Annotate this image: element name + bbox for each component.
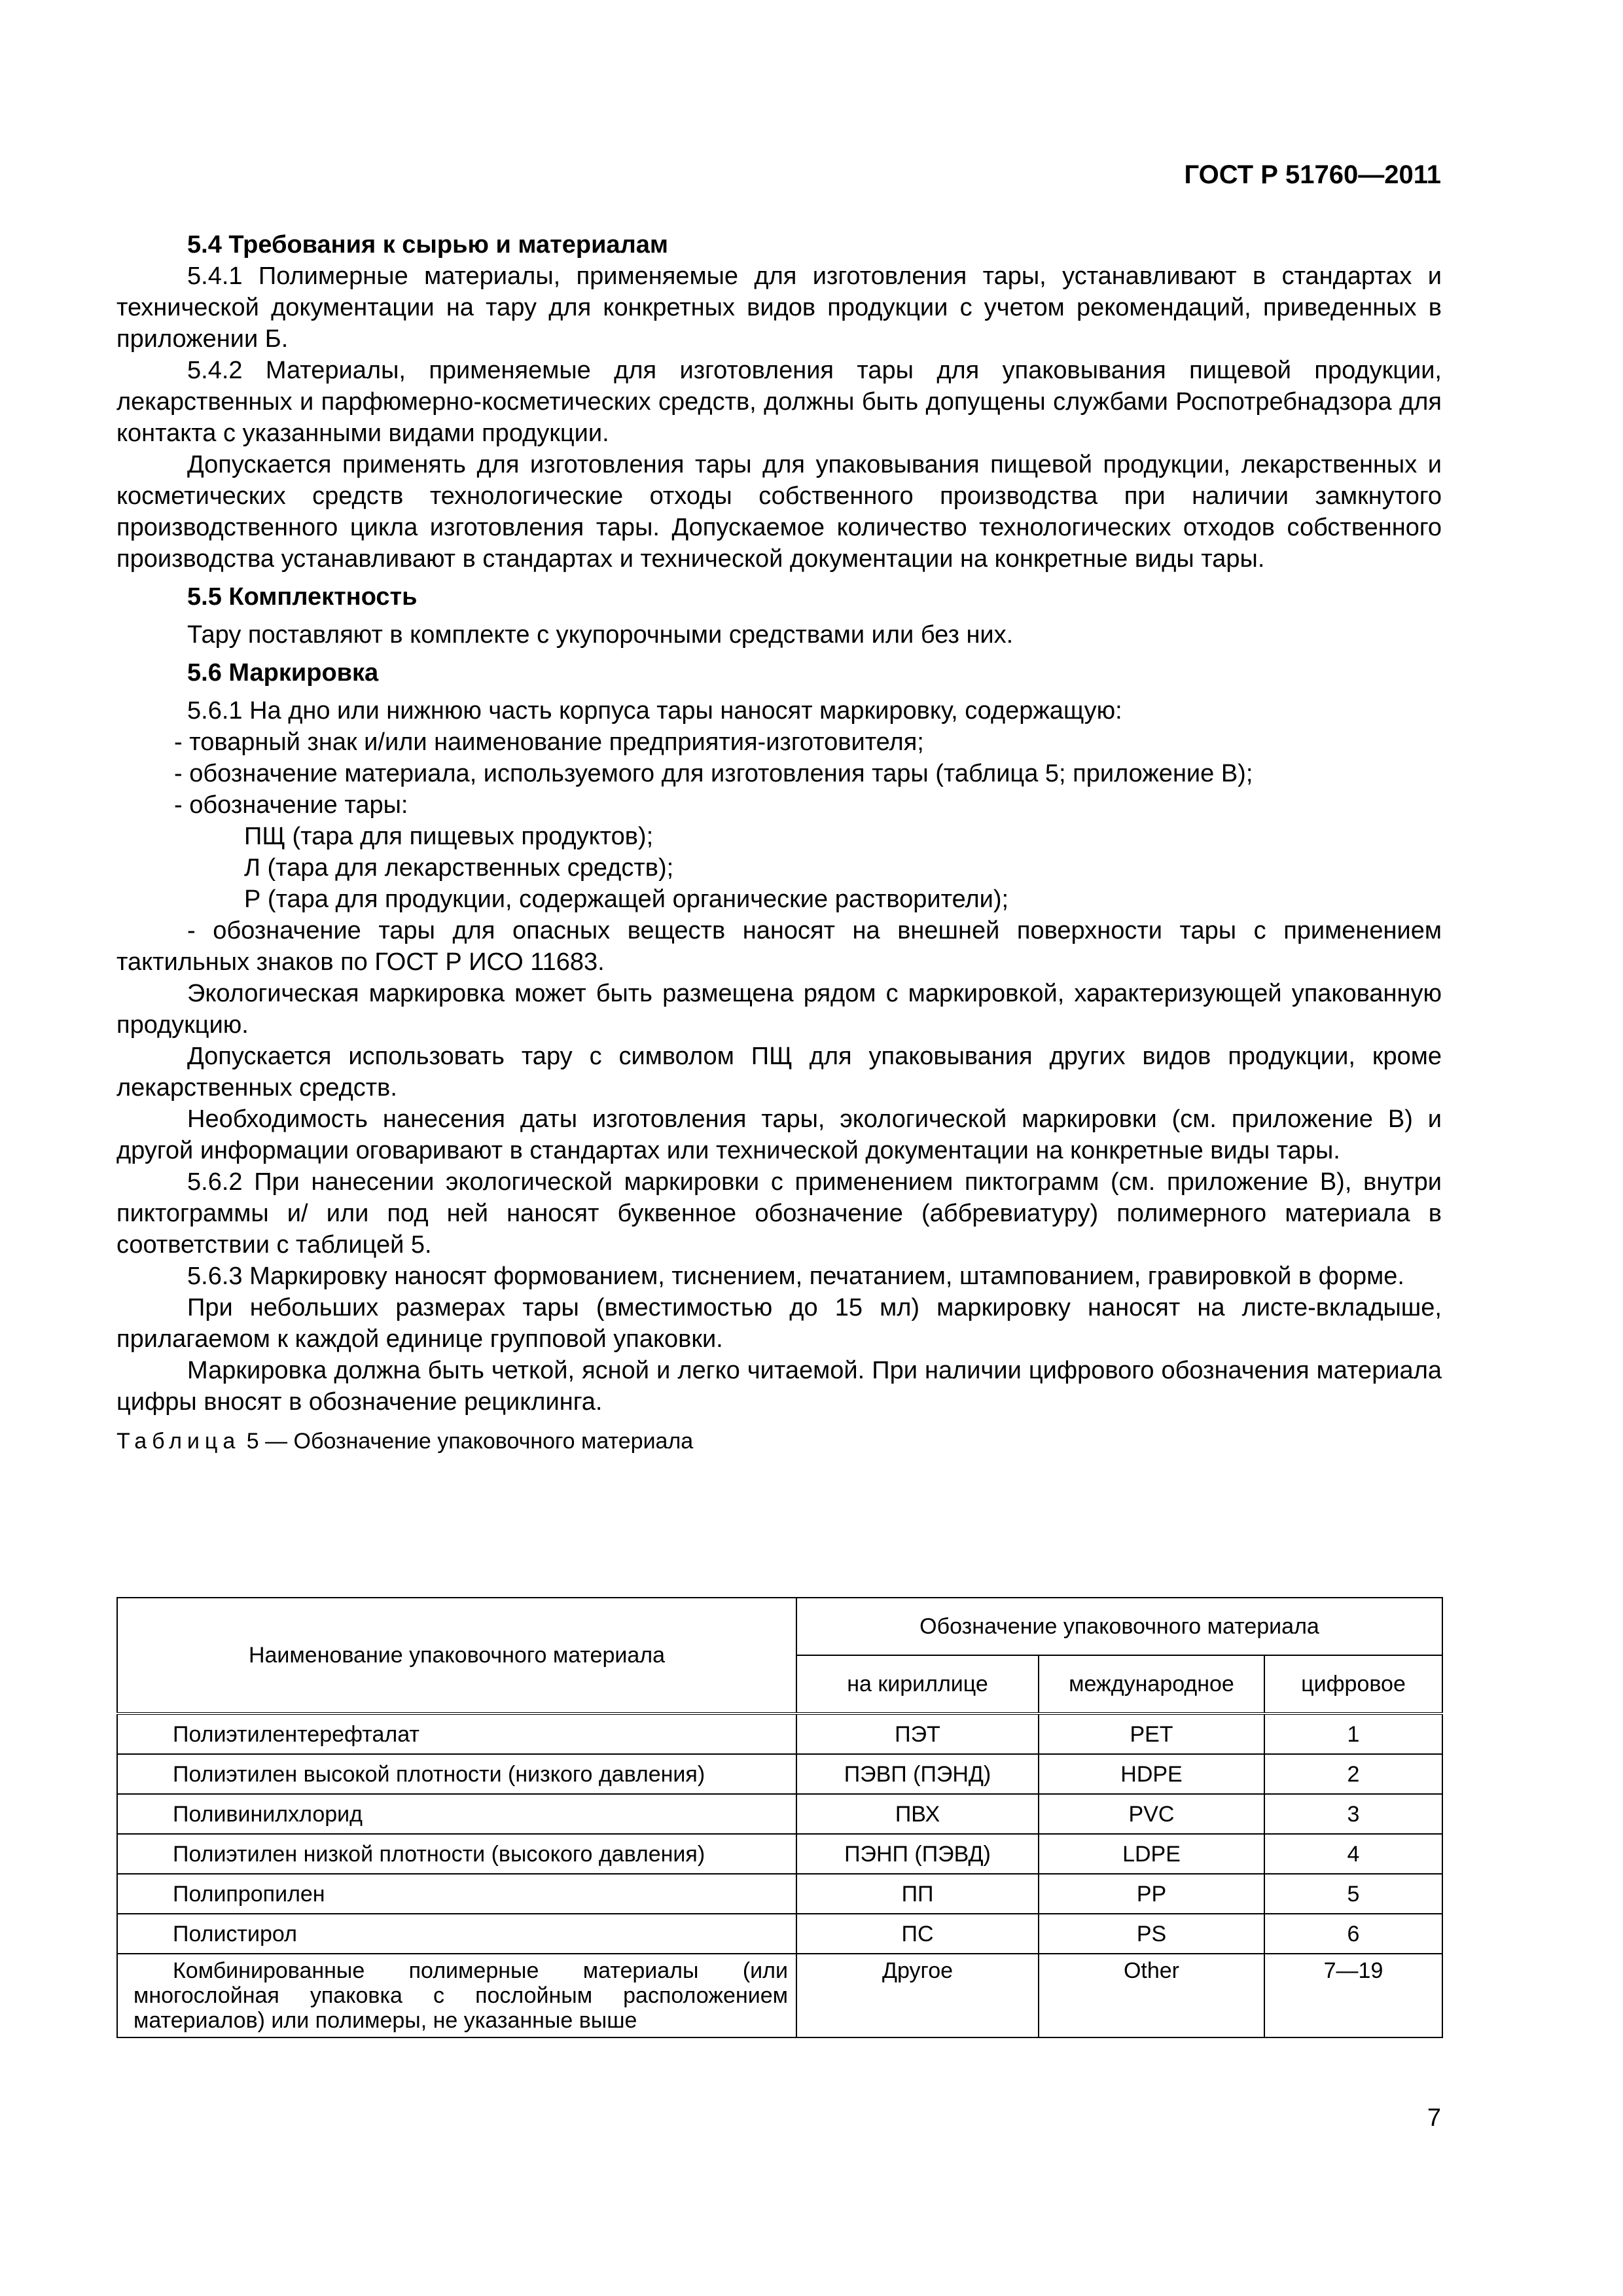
column-header-international: международное [1039, 1655, 1264, 1713]
table-row [117, 1834, 1442, 1874]
paragraph-5-6-3: 5.6.3 Маркировку наносят формованием, тиснением, печатанием, штампованием, гравировкой в форме. [187, 1263, 1404, 1290]
paragraph-eco-marking: Экологическая маркировка может быть размещена рядом с маркировкой, характеризующей упакованную продукцию. [116, 980, 1442, 1039]
paragraph-5-5: Тару поставляют в комплекте с укупорочными средствами или без них. [187, 621, 1014, 649]
table-caption-word: Таблица [116, 1429, 241, 1454]
cell-international: PVC [1039, 1794, 1264, 1834]
cell-numeric: 4 [1264, 1834, 1442, 1874]
paragraph-clear-marking: Маркировка должна быть четкой, ясной и легко читаемой. При наличии цифрового обозначения материала цифры вносят в обозначение рециклинга. [116, 1357, 1442, 1416]
table-row [117, 1874, 1442, 1914]
cell-material-name: Комбинированные полимерные материалы (или многослойная упаковка с послойным расположением материалов) или полимеры, не указанные выше [117, 1954, 796, 2037]
column-header-designation: Обозначение упаковочного материала [796, 1598, 1442, 1655]
column-header-cyrillic: на кириллице [796, 1655, 1039, 1713]
cell-material-name: Полиэтилен высокой плотности (низкого давления) [117, 1754, 796, 1794]
cell-material-name: Полиэтилентерефталат [117, 1713, 796, 1754]
paragraph-5-6-2: 5.6.2 При нанесении экологической маркировки с применением пиктограмм (см. приложение В), внутри пиктограммы и/ или под ней наносят буквенное обозначение (аббревиатуру) полимерного материала в соответствии с таблицей 5. [116, 1168, 1442, 1259]
table-5-caption [116, 1427, 1442, 1456]
paragraph-5-6-1: 5.6.1 На дно или нижнюю часть корпуса тары наносят маркировку, содержащую: [187, 697, 1122, 725]
cell-cyrillic: ПС [796, 1914, 1039, 1954]
cell-cyrillic: ПЭВП (ПЭНД) [796, 1754, 1039, 1794]
table-row [117, 1914, 1442, 1954]
cell-cyrillic: Другое [796, 1954, 1039, 2037]
paragraph-date: Необходимость нанесения даты изготовления тары, экологической маркировки (см. приложение В) и другой информации оговаривают в стандартах или технической документации на конкретные виды тары. [116, 1105, 1442, 1164]
table-caption-text: 5 — Обозначение упаковочного материала [240, 1429, 694, 1454]
sub-item-medicine: Л (тара для лекарственных средств); [244, 854, 674, 882]
cell-material-name: Полипропилен [117, 1874, 796, 1914]
cell-international: PET [1039, 1713, 1264, 1754]
cell-cyrillic: ПЭТ [796, 1713, 1039, 1754]
standard-header: ГОСТ Р 51760—2011 [1184, 160, 1441, 189]
sub-item-solvents: Р (тара для продукции, содержащей органические растворители); [244, 886, 1009, 913]
cell-numeric: 7—19 [1264, 1954, 1442, 2037]
cell-international: PP [1039, 1874, 1264, 1914]
cell-numeric: 5 [1264, 1874, 1442, 1914]
paragraph-pshch: Допускается использовать тару с символом ПЩ для упаковывания других видов продукции, кроме лекарственных средств. [116, 1043, 1442, 1102]
cell-cyrillic: ПП [796, 1874, 1039, 1914]
page-number: 7 [1427, 2104, 1441, 2132]
table-row [117, 1754, 1442, 1794]
table-row [117, 1713, 1442, 1754]
cell-international: PS [1039, 1914, 1264, 1954]
page-body [116, 229, 1442, 1456]
cell-material-name: Поливинилхлорид [117, 1794, 796, 1834]
cell-international: HDPE [1039, 1754, 1264, 1794]
cell-cyrillic: ПЭНП (ПЭВД) [796, 1834, 1039, 1874]
paragraph-5-4-2: 5.4.2 Материалы, применяемые для изготовления тары для упаковывания пищевой продукции, лекарственных и парфюмерно-косметических средств, должны быть допущены службами Роспотребнадзора для контакта с указанными видами продукции. [116, 357, 1442, 447]
cell-numeric: 1 [1264, 1713, 1442, 1754]
sub-item-food: ПЩ (тара для пищевых продуктов); [244, 823, 654, 850]
section-5-6-title: 5.6 Маркировка [187, 659, 379, 687]
table-5 [116, 1597, 1443, 2038]
cell-material-name: Полиэтилен низкой плотности (высокого давления) [117, 1834, 796, 1874]
list-item-container: - обозначение тары: [174, 791, 408, 819]
column-header-numeric: цифровое [1264, 1655, 1442, 1713]
list-item-hazardous: - обозначение тары для опасных веществ наносят на внешней поверхности тары с применением тактильных знаков по ГОСТ Р ИСО 11683. [116, 917, 1442, 976]
table-row [117, 1954, 1442, 2037]
cell-numeric: 2 [1264, 1754, 1442, 1794]
cell-material-name: Полистирол [117, 1914, 796, 1954]
table-row [117, 1794, 1442, 1834]
cell-numeric: 6 [1264, 1914, 1442, 1954]
list-item-trademark: - товарный знак и/или наименование предприятия-изготовителя; [174, 728, 924, 756]
column-header-name: Наименование упаковочного материала [117, 1598, 796, 1713]
cell-international: LDPE [1039, 1834, 1264, 1874]
paragraph-5-4-1: 5.4.1 Полимерные материалы, применяемые для изготовления тары, устанавливают в стандартах и технической документации на тару для конкретных видов продукции с учетом рекомендаций, приведенных в приложении Б. [116, 262, 1442, 353]
paragraph-small-containers: При небольших размерах тары (вместимостью до 15 мл) маркировку наносят на листе-вкладыше, прилагаемом к каждой единице групповой упаковки. [116, 1294, 1442, 1353]
section-5-4-title: 5.4 Требования к сырью и материалам [187, 231, 668, 259]
section-5-5-title: 5.5 Комплектность [187, 583, 418, 611]
cell-numeric: 3 [1264, 1794, 1442, 1834]
paragraph-5-4-2-cont: Допускается применять для изготовления тары для упаковывания пищевой продукции, лекарственных и косметических средств технологические отходы собственного производства при наличии замкнутого производственного цикла изготовления тары. Допускаемое количество технологических отходов собственного производства устанавливают в стандартах и технической документации на конкретные виды тары. [116, 451, 1442, 573]
cell-cyrillic: ПВХ [796, 1794, 1039, 1834]
cell-international: Other [1039, 1954, 1264, 2037]
list-item-material: - обозначение материала, используемого для изготовления тары (таблица 5; приложение В); [174, 760, 1253, 787]
